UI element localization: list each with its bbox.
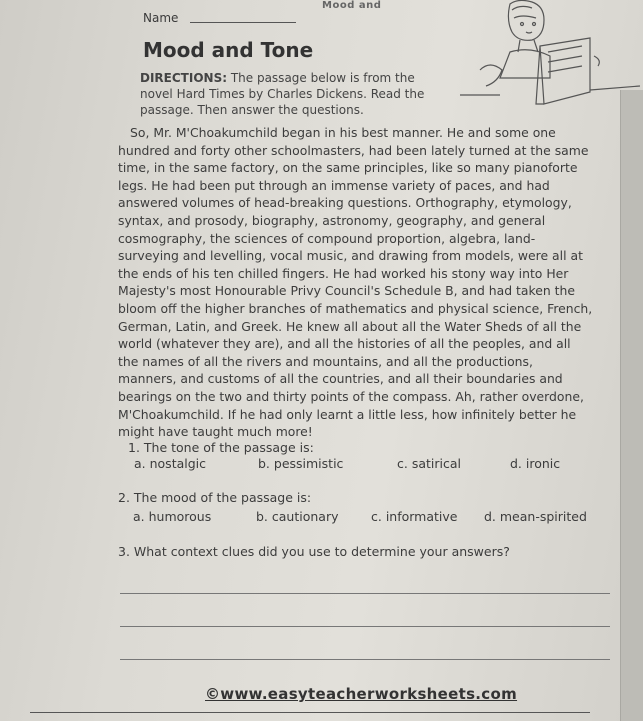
directions-block [140, 70, 440, 118]
question-2-option-d[interactable]: d. mean-spirited [484, 509, 587, 524]
footer-rule [30, 712, 590, 713]
question-2: 2. The mood of the passage is: [118, 490, 312, 505]
question-3: 3. What context clues did you use to determine your answers? [118, 544, 510, 559]
reading-passage: So, Mr. M'Choakumchild began in his best manner. He and some one hundred and forty other schoolmasters, had been lately turned at the same time, in the same factory, on the same principles, like so many pianoforte legs. He had been put through an immense variety of paces, and had answered volumes of head-breaking questions. Orthography, etymology, syntax, and prosody, biography, astronomy, geography, and general cosmography, the sciences of compound proportion, algebra, land-surveying and levelling, vocal music, and drawing from models, were all at the ends of his ten chilled fingers. He had worked his stony way into Her Majesty's most Honourable Privy Council's Schedule B, and had taken the bloom off the higher branches of mathematics and physical science, French, German, Latin, and Greek. He knew all about all the Water Sheds of all the world (whatever they are), and all the histories of all the peoples, and all the names of all the rivers and mountains, and all the productions, manners, and customs of all the countries, and all their boundaries and bearings on the two and thirty points of the compass. Ah, rather overdone, M'Choakumchild. If he had only learnt a little less, how infinitely better he might have taught much more! [118, 125, 593, 440]
answer-line-2[interactable] [120, 626, 610, 627]
question-1-option-b[interactable]: b. pessimistic [258, 456, 344, 471]
corner-heading-fragment: Mood and [322, 0, 382, 11]
question-1-option-c[interactable]: c. satirical [397, 456, 461, 471]
question-1: 1. The tone of the passage is: [128, 440, 314, 455]
page-title: Mood and Tone [143, 38, 314, 62]
girl-reading-book-icon [440, 0, 640, 110]
question-2-option-b[interactable]: b. cautionary [256, 509, 339, 524]
page-edge [620, 90, 643, 721]
directions-label: DIRECTIONS: [140, 71, 228, 85]
question-1-option-d[interactable]: d. ironic [510, 456, 561, 471]
answer-line-3[interactable] [120, 659, 610, 660]
footer-copyright-link[interactable]: ©www.easyteacherworksheets.com [205, 685, 518, 703]
question-2-option-c[interactable]: c. informative [371, 509, 458, 524]
question-1-option-a[interactable]: a. nostalgic [134, 456, 207, 471]
answer-line-1[interactable] [120, 593, 610, 594]
question-2-option-a[interactable]: a. humorous [133, 509, 212, 524]
name-field-line[interactable] [190, 22, 296, 23]
name-label: Name [143, 11, 179, 25]
directions-text: The passage below is from the novel Hard Times by Charles Dickens. Read the passage. Then answer the questions. [140, 71, 425, 117]
